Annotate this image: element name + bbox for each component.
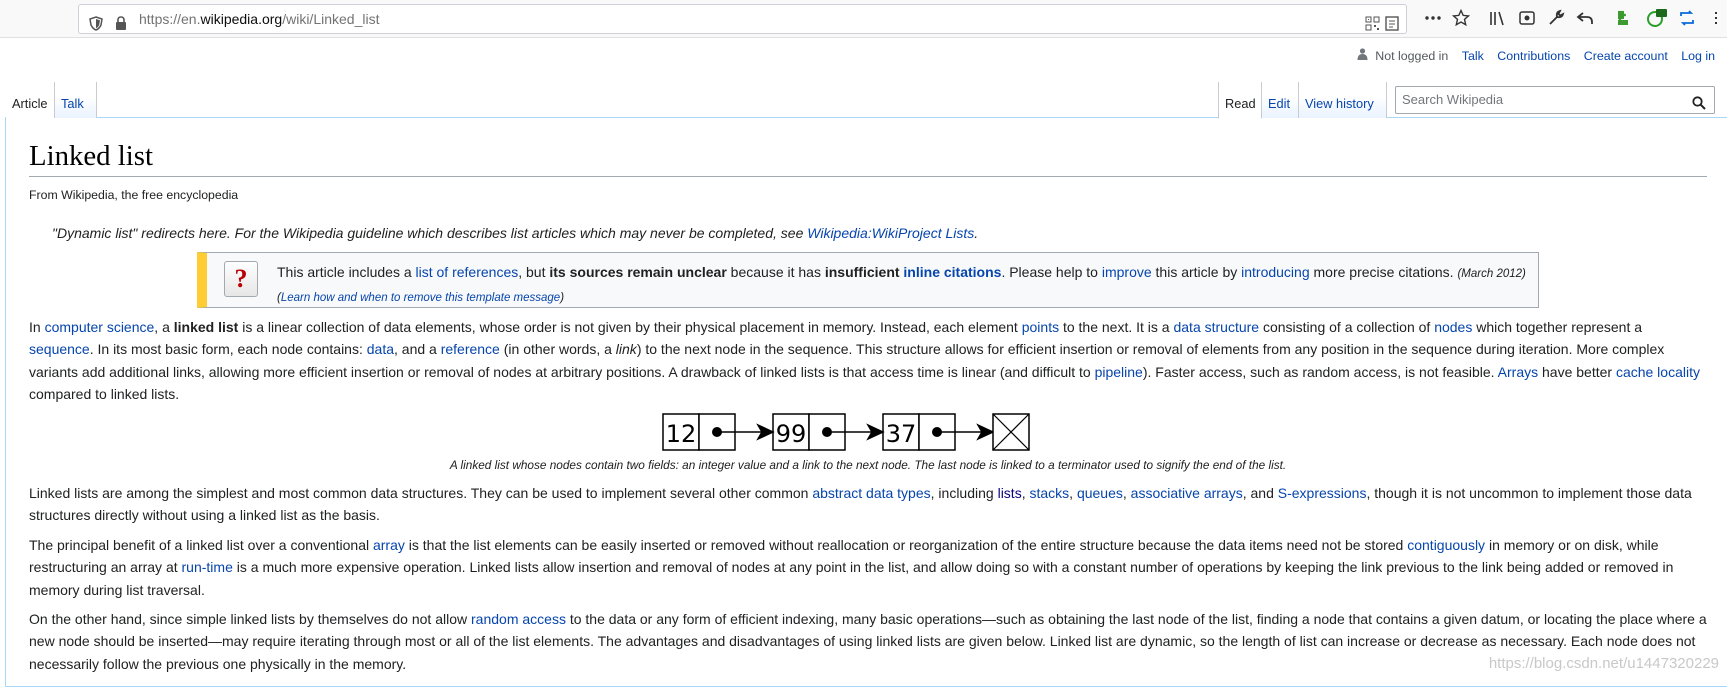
terminator bbox=[993, 414, 1029, 450]
random-access-link[interactable]: random access bbox=[471, 611, 566, 627]
text-seg: which together represent a bbox=[1472, 319, 1643, 335]
shield-icon[interactable] bbox=[89, 12, 103, 40]
text-seg: The principal benefit of a linked list over a conventional bbox=[29, 537, 373, 553]
text-seg: , including bbox=[930, 485, 998, 501]
title-divider bbox=[29, 176, 1707, 177]
text-seg: , though it is not uncommon to implement those data structures directly without using a linked list as the basis. bbox=[29, 485, 1692, 524]
queues-link[interactable]: queues bbox=[1076, 485, 1123, 501]
pocket-icon[interactable] bbox=[1518, 9, 1536, 32]
text-seg: to the next. It is a bbox=[1059, 319, 1174, 335]
text-seg: . In its most basic form, each node contains: bbox=[89, 341, 367, 358]
text-seg: ). Faster access, such as random access, is not feasible. bbox=[1142, 363, 1498, 380]
notice-seg: ( bbox=[277, 292, 281, 304]
node-1-value: 12 bbox=[665, 420, 697, 448]
sync-icon[interactable] bbox=[1678, 9, 1696, 32]
notice-text bbox=[277, 261, 1539, 309]
question-mark-icon: ? bbox=[224, 261, 258, 297]
text-seg: to the data or any form of efficient indexing, many basic operations—such as obtaining the last node of the list, finding a node that contains a given datum, or locating the place where a new node should be inserted—may require iterating through most or all of the list elements. The advantages and disadvantages of using linked lists are given below. Linked list are dynamic, so the length of list can increase or decrease as necessary. Each node does not necessarily follow the previous one physically in the memory. bbox=[29, 611, 1707, 672]
term-bold: linked list bbox=[173, 319, 239, 335]
url-domain: wikipedia.org bbox=[200, 11, 283, 27]
extension-icon[interactable] bbox=[1614, 9, 1632, 32]
url-bar[interactable] bbox=[78, 4, 1407, 34]
site-tagline: From Wikipedia, the free encyclopedia bbox=[29, 188, 239, 202]
overflow-menu-icon[interactable] bbox=[1713, 9, 1721, 32]
sequence-link[interactable]: sequence bbox=[29, 341, 90, 358]
list-of-references-link[interactable]: list of references bbox=[415, 264, 519, 280]
computer-science-link[interactable]: computer science bbox=[44, 319, 155, 335]
inline-citations-link[interactable]: inline citations bbox=[903, 264, 1002, 280]
browser-toolbar bbox=[0, 0, 1727, 38]
associative-arrays-link[interactable]: associative arrays bbox=[1130, 485, 1243, 501]
user-icon bbox=[1357, 49, 1371, 63]
citation-notice-box bbox=[197, 252, 1539, 308]
search-input[interactable] bbox=[1395, 86, 1715, 114]
text-seg: ) to the next node in the sequence. This structure allows for efficient insertion or removal of elements from any position in the sequence during iteration. More complex variants add additional links, allowing more efficient insertion or removal of nodes at arbitrary positions. A drawback of linked lists is that access time is linear (and difficult to bbox=[29, 341, 1665, 380]
notice-seg: This article includes a bbox=[277, 264, 416, 280]
linked-list-svg bbox=[662, 410, 1074, 454]
lock-icon[interactable] bbox=[115, 12, 127, 40]
abstract-data-types-link[interactable]: abstract data types bbox=[812, 485, 931, 501]
log-in-link[interactable]: Log in bbox=[1681, 49, 1715, 63]
qr-code-icon[interactable] bbox=[1365, 12, 1380, 40]
notice-bold: its sources remain unclear bbox=[549, 264, 727, 280]
arrays-link[interactable]: Arrays bbox=[1497, 363, 1539, 380]
reader-view-icon[interactable] bbox=[1385, 12, 1399, 40]
tab-edit[interactable]: Edit bbox=[1262, 82, 1299, 118]
tab-view-history[interactable]: View history bbox=[1299, 82, 1387, 118]
tab-talk[interactable]: Talk bbox=[54, 82, 97, 118]
talk-link[interactable]: Talk bbox=[1461, 49, 1484, 63]
text-seg: , bbox=[1021, 485, 1030, 501]
notice-seg: ) bbox=[560, 292, 565, 304]
nodes-link[interactable]: nodes bbox=[1434, 319, 1473, 335]
data-structure-link[interactable]: data structure bbox=[1173, 319, 1260, 335]
tab-read[interactable]: Read bbox=[1218, 82, 1262, 119]
wikiproject-lists-link[interactable]: Wikipedia:WikiProject Lists bbox=[807, 225, 975, 241]
points-link[interactable]: points bbox=[1021, 319, 1060, 335]
url-path: /wiki/Linked_list bbox=[282, 11, 380, 27]
learn-more-link[interactable]: Learn how and when to remove this template message bbox=[280, 292, 561, 304]
paragraph-4 bbox=[29, 608, 1707, 675]
text-seg: is a much more expensive operation. Linked lists allow insertion and removal of nodes at any point in the list, and allow doing so with a constant number of operations by keeping the link previous to the link being added or removed in memory during list traversal. bbox=[29, 559, 1674, 598]
personal-tools bbox=[1357, 48, 1715, 63]
data-link[interactable]: data bbox=[366, 341, 394, 358]
introducing-link[interactable]: introducing bbox=[1241, 264, 1310, 280]
text-seg: is that the list elements can be easily inserted or removed without reallocation or reorganization of the entire structure because the data items need not be stored bbox=[404, 537, 1408, 553]
paragraph-2 bbox=[29, 482, 1707, 527]
addon-badge-icon[interactable] bbox=[1646, 9, 1668, 32]
text-seg: , bbox=[1122, 485, 1131, 501]
contributions-link[interactable]: Contributions bbox=[1497, 49, 1571, 63]
notice-seg: . Please help to bbox=[1001, 264, 1102, 280]
s-expressions-link[interactable]: S-expressions bbox=[1277, 485, 1367, 501]
url-text[interactable] bbox=[139, 5, 379, 33]
more-actions-icon[interactable] bbox=[1424, 9, 1442, 32]
array-link[interactable]: array bbox=[372, 537, 405, 553]
text-seg: (in other words, a bbox=[499, 341, 616, 358]
linked-list-diagram[interactable] bbox=[662, 410, 1074, 459]
notice-bold: insufficient bbox=[824, 264, 904, 280]
hatnote bbox=[52, 225, 978, 241]
run-time-link[interactable]: run-time bbox=[181, 559, 233, 576]
diagram-caption: A linked list whose nodes contain two fields: an integer value and a link to the next node. The last node is linked to a terminator used to signify the end of the list. bbox=[449, 458, 1287, 472]
text-seg: in memory or on disk, while restructuring an array at bbox=[29, 537, 1659, 576]
text-seg: , and a bbox=[394, 341, 441, 358]
page-title: Linked list bbox=[29, 140, 153, 172]
tab-article[interactable]: Article bbox=[6, 82, 54, 119]
stacks-link[interactable]: stacks bbox=[1029, 485, 1070, 501]
hatnote-end: . bbox=[974, 225, 979, 241]
bookmark-star-icon[interactable] bbox=[1452, 9, 1470, 32]
undo-icon[interactable] bbox=[1576, 9, 1594, 32]
notice-date: (March 2012) bbox=[1457, 268, 1526, 280]
text-seg: have better bbox=[1538, 363, 1616, 380]
text-seg: compared to linked lists. bbox=[29, 386, 180, 403]
intro-paragraph bbox=[29, 316, 1707, 406]
pipeline-link[interactable]: pipeline bbox=[1094, 363, 1143, 380]
search-icon[interactable] bbox=[1692, 93, 1706, 119]
link-italic: link bbox=[615, 341, 637, 358]
wrench-icon[interactable] bbox=[1547, 9, 1565, 32]
improve-link[interactable]: improve bbox=[1101, 264, 1152, 280]
watermark: https://blog.csdn.net/u1447320229 bbox=[1488, 655, 1719, 672]
hatnote-text: "Dynamic list" redirects here. For the Wikipedia guideline which describes list articles which may never be completed, see bbox=[52, 225, 808, 241]
notice-seg: this article by bbox=[1151, 264, 1242, 280]
reference-link[interactable]: reference bbox=[440, 341, 500, 358]
search-placeholder: Search Wikipedia bbox=[1402, 92, 1504, 107]
url-prefix: https://en. bbox=[139, 11, 201, 27]
lists-link[interactable]: lists bbox=[997, 485, 1022, 501]
text-seg: , bbox=[1069, 485, 1077, 501]
text-seg: is a linear collection of data elements, whose order is not given by their physical placement in memory. Instead, each element bbox=[238, 319, 1022, 335]
not-logged-in-label: Not logged in bbox=[1375, 49, 1449, 63]
notice-seg: more precise citations. bbox=[1309, 264, 1458, 280]
cache-locality-link[interactable]: cache locality bbox=[1615, 363, 1700, 380]
contiguously-link[interactable]: contiguously bbox=[1407, 537, 1486, 553]
text-seg: Linked lists are among the simplest and most common data structures. They can be used to implement several other common bbox=[29, 485, 813, 501]
create-account-link[interactable]: Create account bbox=[1583, 49, 1668, 63]
paragraph-3 bbox=[29, 534, 1707, 601]
text-seg: In bbox=[29, 319, 45, 335]
notice-seg: because it has bbox=[726, 264, 825, 280]
notice-seg: , but bbox=[518, 264, 550, 280]
text-seg: , and bbox=[1242, 485, 1278, 501]
text-seg: consisting of a collection of bbox=[1259, 319, 1435, 335]
text-seg: On the other hand, since simple linked lists by themselves do not allow bbox=[29, 611, 472, 627]
library-icon[interactable] bbox=[1489, 9, 1507, 32]
text-seg: , a bbox=[154, 319, 174, 335]
node-2-value: 99 bbox=[775, 420, 807, 448]
node-3-value: 37 bbox=[885, 420, 917, 448]
